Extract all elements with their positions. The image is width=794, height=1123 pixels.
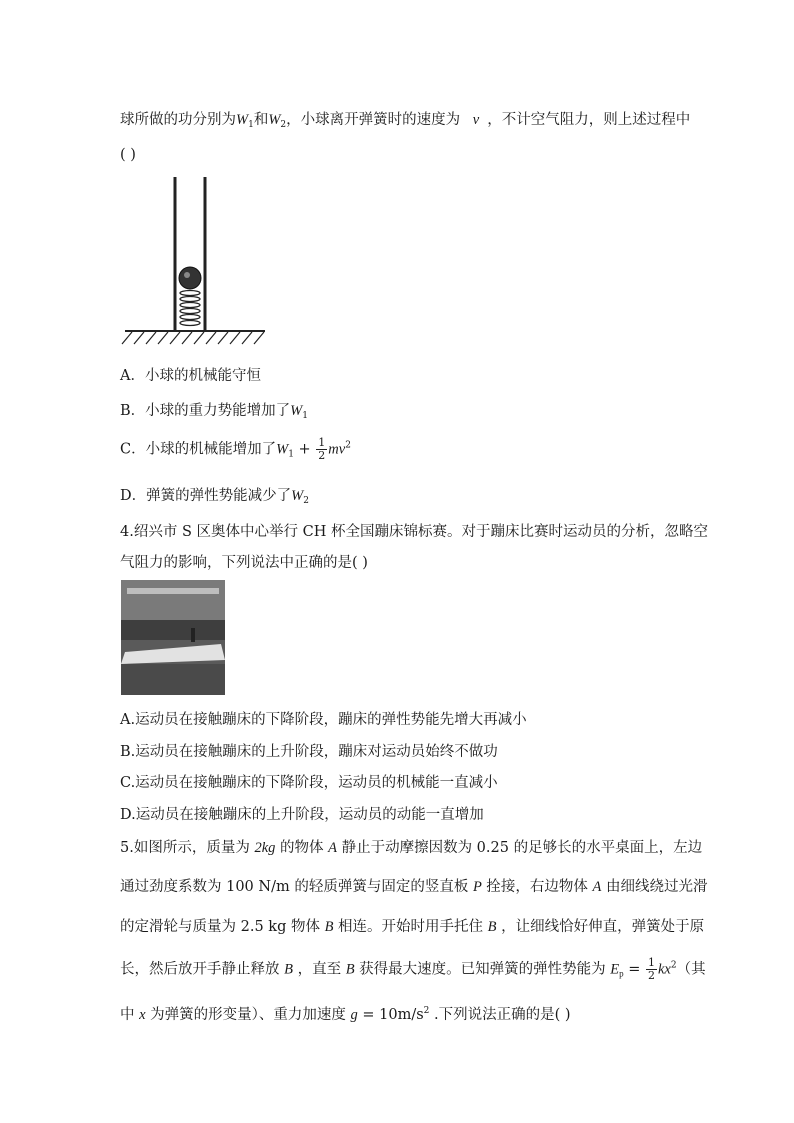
subscript: 2 [280, 120, 287, 130]
q3-stem-text: ，不计空气阻力，则上述过程中 [487, 112, 691, 128]
photo-stands [121, 620, 225, 640]
equals-sign: = [623, 961, 645, 978]
q5-text: ，让细线恰好伸直，弹簧处于原 [496, 919, 705, 935]
var-w: W [291, 488, 304, 504]
ground-hatching [122, 332, 264, 344]
q5-text: 获得最大速度。已知弹簧的弹性势能为 [354, 961, 611, 978]
q5-text: 5.如图所示，质量为 [120, 840, 255, 856]
q5-text: 为弹簧的形变量）、重力加速度 [145, 1007, 351, 1023]
q5-text: 通过劲度系数为 100 N/m 的轻质弹簧与固定的竖直板 [120, 879, 473, 895]
var-w: W [236, 112, 249, 128]
q5-text: 中 [120, 1007, 140, 1023]
var-kx: kx [658, 961, 671, 978]
q5-line-4 [120, 957, 706, 982]
var-e: E [610, 961, 620, 978]
var-g: g [350, 1007, 358, 1023]
q5-line-1 [120, 836, 702, 857]
q4-option-d: D.运动员在接触蹦床的上升阶段，运动员的动能一直增加 [120, 807, 484, 823]
q5-text: 静止于动摩擦因数为 0.25 的足够长的水平桌面上，左边 [336, 840, 703, 856]
q5-line-5 [120, 1003, 571, 1024]
var-w: W [276, 441, 289, 458]
q4-option-a: A.运动员在接触蹦床的下降阶段，蹦床的弹性势能先增大再减小 [120, 712, 527, 728]
plus-sign: + [298, 441, 311, 458]
q3-stem-text: 球所做的功分别为 [120, 112, 236, 128]
var-v: v [472, 112, 480, 128]
q5-text: = 10m/s [357, 1007, 424, 1023]
fraction-numerator: 1 [648, 956, 655, 969]
var-a: A [592, 879, 602, 895]
q4-stem-line-1: 4.绍兴市 S 区奥体中心举行 CH 杯全国蹦床锦标赛。对于蹦床比赛时运动员的分析，忽略空 [120, 524, 708, 540]
var-b: B [487, 919, 497, 935]
fraction-denominator: 2 [648, 969, 655, 982]
ball [179, 267, 201, 289]
var-mv: mv [328, 441, 346, 458]
q4-option-b: B.运动员在接触蹦床的上升阶段，蹦床对运动员始终不做功 [120, 744, 498, 760]
photo-floor [121, 664, 225, 695]
var-b: B [324, 919, 334, 935]
var-b: B [284, 961, 293, 978]
q5-text: 的物体 [275, 840, 329, 856]
var-w: W [268, 112, 281, 128]
q4-option-c: C.运动员在接触蹦床的下降阶段，运动员的机械能一直减小 [120, 775, 498, 791]
q5-text: 的定滑轮与质量为 2.5 kg 物体 [120, 919, 325, 935]
q5-text: 长，然后放开手静止释放 [120, 961, 285, 978]
q5-text: ，直至 [292, 961, 346, 978]
var-mass: 2kg [254, 840, 276, 856]
q4-stem-line-2: 气阻力的影响，下列说法中正确的是( ) [120, 555, 368, 571]
option-text: B．小球的重力势能增加了 [120, 403, 291, 419]
q3-option-a: A．小球的机械能守恒 [120, 368, 261, 384]
q5-text: .下列说法正确的是( ) [429, 1007, 571, 1023]
q5-text: 相连。开始时用手托住 [333, 919, 488, 935]
spring-tube-figure [120, 172, 270, 352]
fraction-denominator: 2 [318, 449, 326, 462]
q5-text: 由细线绕过光滑 [601, 879, 708, 895]
ball-highlight [184, 272, 190, 278]
q3-option-c [120, 437, 351, 462]
superscript: 2 [423, 1006, 430, 1016]
var-w: W [290, 403, 303, 419]
option-text: D．弹簧的弹性势能减少了 [120, 488, 292, 504]
spring-coil [180, 291, 200, 326]
q5-line-2 [120, 875, 707, 896]
subscript: p [619, 968, 624, 979]
subscript: 1 [302, 411, 308, 421]
var-a: A [328, 840, 337, 856]
superscript: 2 [670, 960, 677, 971]
var-b: B [345, 961, 355, 978]
fraction-numerator: 1 [318, 436, 326, 449]
fraction-half [646, 957, 657, 982]
fraction-half [316, 437, 327, 462]
q5-text: 拴接，右边物体 [481, 879, 593, 895]
var-x: x [139, 1007, 146, 1023]
subscript: 1 [248, 120, 254, 130]
q3-answer-paren: ( ) [120, 147, 136, 163]
q3-option-d [120, 484, 309, 506]
subscript: 1 [288, 449, 294, 460]
q5-text: （其 [676, 961, 706, 978]
photo-figure [191, 628, 195, 642]
var-p: P [472, 879, 482, 895]
q5-line-3 [120, 915, 704, 936]
superscript: 2 [345, 440, 351, 451]
q3-stem-text: ，小球离开弹簧时的速度为 [286, 112, 461, 128]
q3-stem-text: 和 [253, 112, 269, 128]
subscript: 2 [303, 496, 309, 506]
q3-option-b [120, 399, 308, 421]
photo-wall [121, 580, 225, 620]
option-text: C．小球的机械能增加了 [120, 441, 277, 458]
q3-stem-line [120, 108, 690, 130]
photo-roof [127, 588, 219, 594]
trampoline-photo [121, 580, 225, 695]
